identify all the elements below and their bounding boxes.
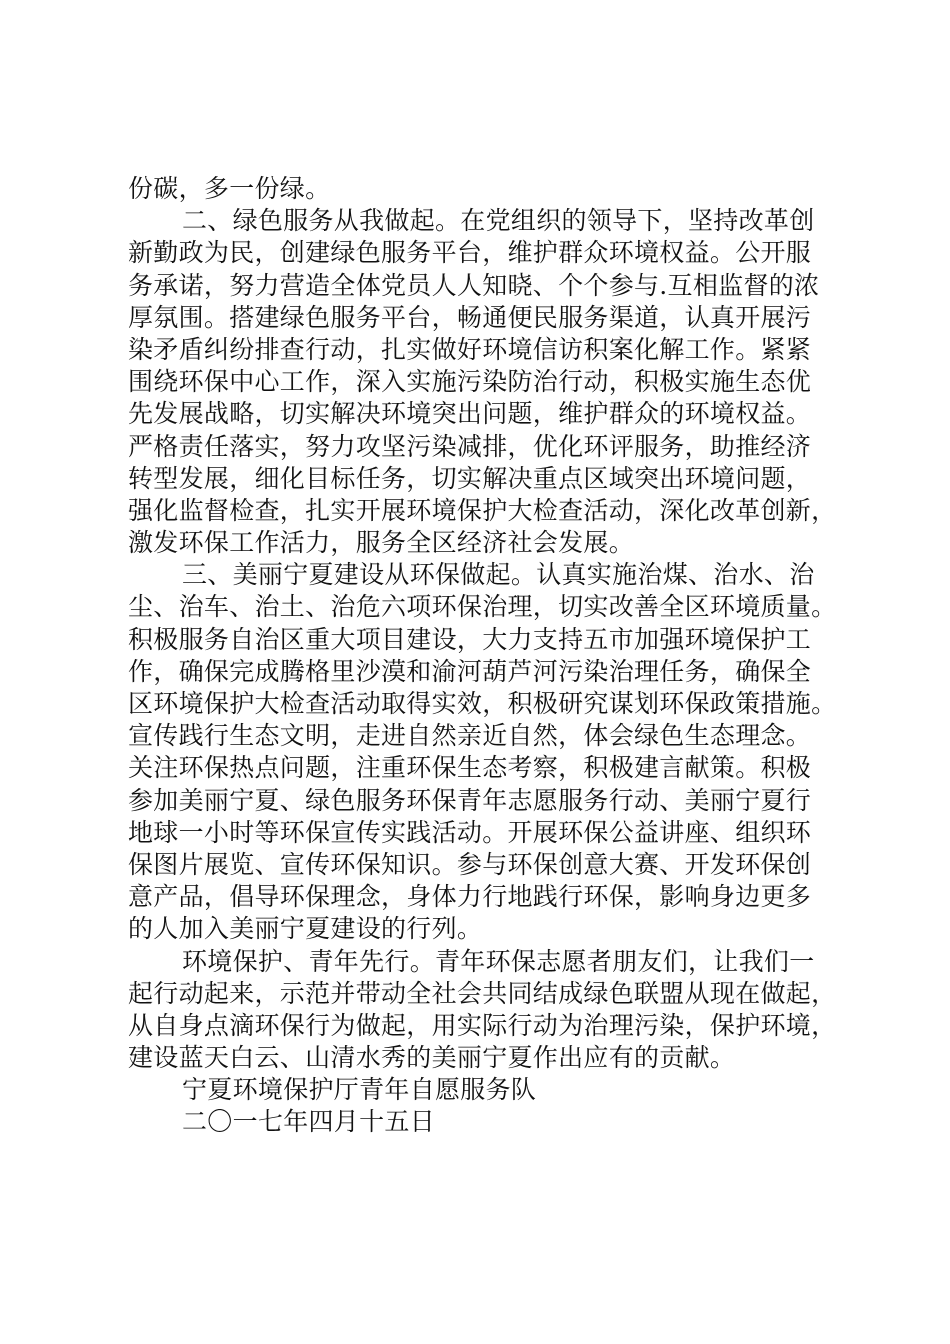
- text-line: 区环境保护大检查活动取得实效，积极研究谋划环保政策措施。: [128, 689, 837, 718]
- paragraph-3-start: 三、美丽宁夏建设从环保做起。认真实施治煤、治水、治: [182, 560, 815, 590]
- text-line: 尘、治车、治土、治危六项环保治理，切实改善全区环境质量。: [128, 592, 837, 622]
- text-line: 积极服务自治区重大项目建设，大力支持五市加强环境保护工: [128, 624, 812, 654]
- text-line: 从自身点滴环保行为做起，用实际行动为治理污染，保护环境，: [128, 1010, 837, 1040]
- text-line: 染矛盾纠纷排查行动，扎实做好环境信访积案化解工作。紧紧: [128, 334, 812, 364]
- text-line: 先发展战略，切实解决环境突出问题，维护群众的环境权益。: [128, 399, 812, 429]
- text-line: 严格责任落实，努力攻坚污染减排，优化环评服务，助推经济: [128, 431, 812, 461]
- text-line: 务承诺，努力营造全体党员人人知晓、个个参与.互相监督的浓: [128, 270, 820, 300]
- text-line: 新勤政为民，创建绿色服务平台，维护群众环境权益。公开服: [128, 238, 812, 268]
- text-line: 意产品，倡导环保理念，身体力行地践行环保，影响身边更多: [128, 882, 812, 912]
- text-line: 参加美丽宁夏、绿色服务环保青年志愿服务行动、美丽宁夏行: [128, 785, 812, 815]
- text-line: 保图片展览、宣传环保知识。参与环保创意大赛、开发环保创: [128, 849, 812, 879]
- paragraph-2-start: 二、绿色服务从我做起。在党组织的领导下，坚持改革创: [182, 206, 815, 236]
- text-line: 作，确保完成腾格里沙漠和渝河葫芦河污染治理任务，确保全: [128, 656, 812, 686]
- text-line: 起行动起来，示范并带动全社会共同结成绿色联盟从现在做起，: [128, 978, 837, 1008]
- text-line: 的人加入美丽宁夏建设的行列。: [128, 914, 483, 944]
- text-line: 围绕环保中心工作，深入实施污染防治行动，积极实施生态优: [128, 367, 812, 397]
- text-line: 关注环保热点问题，注重环保生态考察，积极建言献策。积极: [128, 753, 812, 783]
- text-line: 宣传践行生态文明，走进自然亲近自然，体会绿色生态理念。: [128, 721, 812, 751]
- signature-date: 二〇一七年四月十五日: [182, 1107, 436, 1137]
- signature-organization: 宁夏环境保护厅青年自愿服务队: [182, 1075, 537, 1105]
- text-line: 建设蓝天白云、山清水秀的美丽宁夏作出应有的贡献。: [128, 1043, 736, 1073]
- text-line: 转型发展，细化目标任务，切实解决重点区域突出环境问题，: [128, 463, 812, 493]
- document-body: [128, 173, 850, 1139]
- text-line: 厚氛围。搭建绿色服务平台，畅通便民服务渠道，认真开展污: [128, 302, 812, 332]
- text-line: 地球一小时等环保宣传实践活动。开展环保公益讲座、组织环: [128, 817, 812, 847]
- text-line: 强化监督检查，扎实开展环境保护大检查活动，深化改革创新，: [128, 495, 837, 525]
- text-line: 激发环保工作活力，服务全区经济社会发展。: [128, 528, 635, 558]
- text-line: 份碳，多一份绿。: [128, 174, 331, 203]
- paragraph-4-start: 环境保护、青年先行。青年环保志愿者朋友们，让我们一: [182, 946, 815, 976]
